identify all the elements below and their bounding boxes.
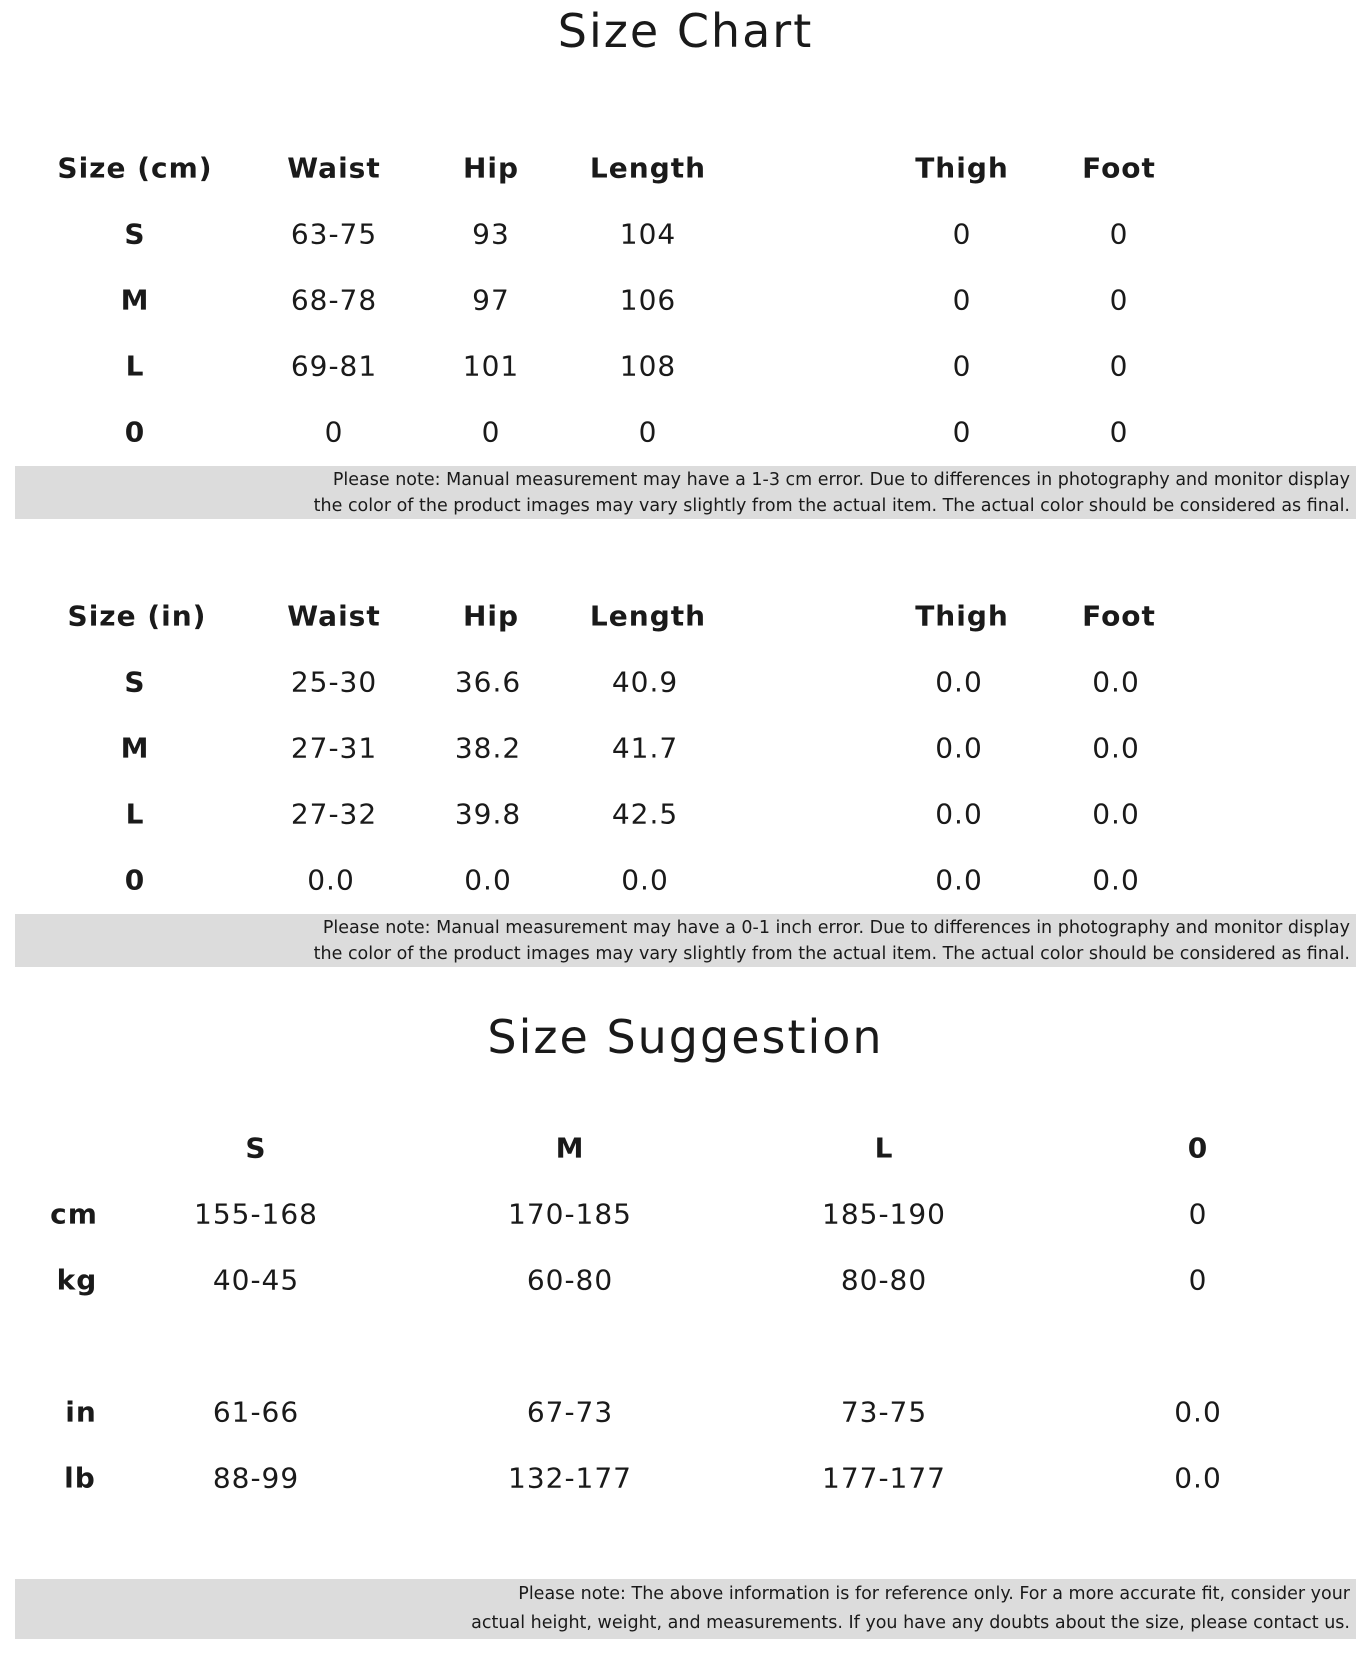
cm-header-length: Length xyxy=(589,151,707,185)
cm-header-foot: Foot xyxy=(1082,151,1156,185)
in-row-size: S xyxy=(124,665,146,699)
suggest-cell: 185-190 xyxy=(822,1197,946,1231)
in-cell: 0.0 xyxy=(307,863,355,897)
in-cell: 0.0 xyxy=(1092,731,1140,765)
cm-cell: 0 xyxy=(1109,349,1129,383)
cm-cell: 69-81 xyxy=(290,349,378,383)
cm-cell: 104 xyxy=(619,217,677,251)
suggest-unit-cm: cm xyxy=(50,1197,98,1231)
suggest-cell: 132-177 xyxy=(508,1461,632,1495)
cm-cell: 108 xyxy=(619,349,677,383)
in-cell: 0.0 xyxy=(935,863,983,897)
cm-row-size: L xyxy=(125,349,145,383)
note-line: the color of the product images may vary slightly from the actual item. The actual color should be considered as final. xyxy=(313,496,1350,516)
cm-cell: 68-78 xyxy=(290,283,378,317)
in-cell: 0.0 xyxy=(935,665,983,699)
cm-cell: 0 xyxy=(324,415,344,449)
suggest-cell: 177-177 xyxy=(822,1461,946,1495)
in-cell: 0.0 xyxy=(1092,863,1140,897)
in-cell: 0.0 xyxy=(1092,665,1140,699)
cm-cell: 0 xyxy=(481,415,501,449)
in-cell: 42.5 xyxy=(611,797,679,831)
in-header-thigh: Thigh xyxy=(915,599,1009,633)
suggest-header-s: S xyxy=(245,1131,267,1165)
suggest-cell: 61-66 xyxy=(212,1395,300,1429)
note-line: the color of the product images may vary slightly from the actual item. The actual color should be considered as final. xyxy=(313,944,1350,964)
cm-cell: 0 xyxy=(1109,283,1129,317)
cm-cell: 97 xyxy=(472,283,510,317)
cm-row-size: 0 xyxy=(124,415,146,449)
cm-cell: 101 xyxy=(462,349,520,383)
note-line: Please note: Manual measurement may have a 0-1 inch error. Due to differences in photography and monitor display xyxy=(322,918,1350,938)
suggest-unit-in: in xyxy=(65,1395,97,1429)
note-line: Please note: The above information is for reference only. For a more accurate fit, consider your xyxy=(518,1584,1350,1604)
cm-cell: 0 xyxy=(1109,217,1129,251)
in-cell: 27-31 xyxy=(290,731,378,765)
size-suggestion-title: Size Suggestion xyxy=(487,1010,884,1064)
in-header-size: Size (in) xyxy=(67,599,207,633)
cm-header-size: Size (cm) xyxy=(57,151,213,185)
in-cell: 40.9 xyxy=(611,665,679,699)
cm-cell: 106 xyxy=(619,283,677,317)
in-row-size: L xyxy=(125,797,145,831)
suggest-header-m: M xyxy=(555,1131,585,1165)
in-cell: 0.0 xyxy=(464,863,512,897)
in-cell: 41.7 xyxy=(611,731,679,765)
suggest-cell: 0.0 xyxy=(1174,1395,1222,1429)
suggest-cell: 40-45 xyxy=(212,1263,300,1297)
cm-row-size: S xyxy=(124,217,146,251)
cm-cell: 0 xyxy=(1109,415,1129,449)
suggest-cell: 60-80 xyxy=(526,1263,614,1297)
suggest-header-l: L xyxy=(874,1131,894,1165)
suggest-cell: 155-168 xyxy=(194,1197,318,1231)
cm-header-waist: Waist xyxy=(287,151,381,185)
cm-header-thigh: Thigh xyxy=(915,151,1009,185)
cm-cell: 63-75 xyxy=(290,217,378,251)
in-cell: 0.0 xyxy=(1092,797,1140,831)
in-cell: 39.8 xyxy=(454,797,522,831)
in-cell: 38.2 xyxy=(454,731,522,765)
cm-cell: 0 xyxy=(638,415,658,449)
in-cell: 0.0 xyxy=(621,863,669,897)
inch-measurement-note xyxy=(15,914,1356,967)
size-chart-title: Size Chart xyxy=(557,4,814,58)
note-line: actual height, weight, and measurements. If you have any doubts about the size, please contact us. xyxy=(471,1613,1350,1633)
cm-cell: 93 xyxy=(472,217,510,251)
suggest-cell: 0 xyxy=(1188,1197,1208,1231)
size-suggestion-note xyxy=(15,1579,1356,1639)
cm-cell: 0 xyxy=(952,415,972,449)
suggest-cell: 88-99 xyxy=(212,1461,300,1495)
in-cell: 36.6 xyxy=(454,665,522,699)
cm-cell: 0 xyxy=(952,217,972,251)
suggest-cell: 0 xyxy=(1188,1263,1208,1297)
cm-row-size: M xyxy=(120,283,150,317)
suggest-header-0: 0 xyxy=(1187,1131,1209,1165)
suggest-cell: 170-185 xyxy=(508,1197,632,1231)
in-cell: 25-30 xyxy=(290,665,378,699)
note-line: Please note: Manual measurement may have a 1-3 cm error. Due to differences in photography and monitor display xyxy=(332,470,1350,490)
suggest-cell: 73-75 xyxy=(840,1395,928,1429)
suggest-cell: 0.0 xyxy=(1174,1461,1222,1495)
suggest-cell: 80-80 xyxy=(840,1263,928,1297)
cm-measurement-note xyxy=(15,466,1356,519)
in-header-hip: Hip xyxy=(462,599,520,633)
in-header-waist: Waist xyxy=(287,599,381,633)
in-cell: 27-32 xyxy=(290,797,378,831)
suggest-cell: 67-73 xyxy=(526,1395,614,1429)
in-cell: 0.0 xyxy=(935,797,983,831)
cm-cell: 0 xyxy=(952,349,972,383)
in-row-size: M xyxy=(120,731,150,765)
cm-cell: 0 xyxy=(952,283,972,317)
cm-header-hip: Hip xyxy=(462,151,520,185)
in-row-size: 0 xyxy=(124,863,146,897)
in-header-foot: Foot xyxy=(1082,599,1156,633)
suggest-unit-lb: lb xyxy=(64,1461,96,1495)
suggest-unit-kg: kg xyxy=(56,1263,98,1297)
in-header-length: Length xyxy=(589,599,707,633)
in-cell: 0.0 xyxy=(935,731,983,765)
